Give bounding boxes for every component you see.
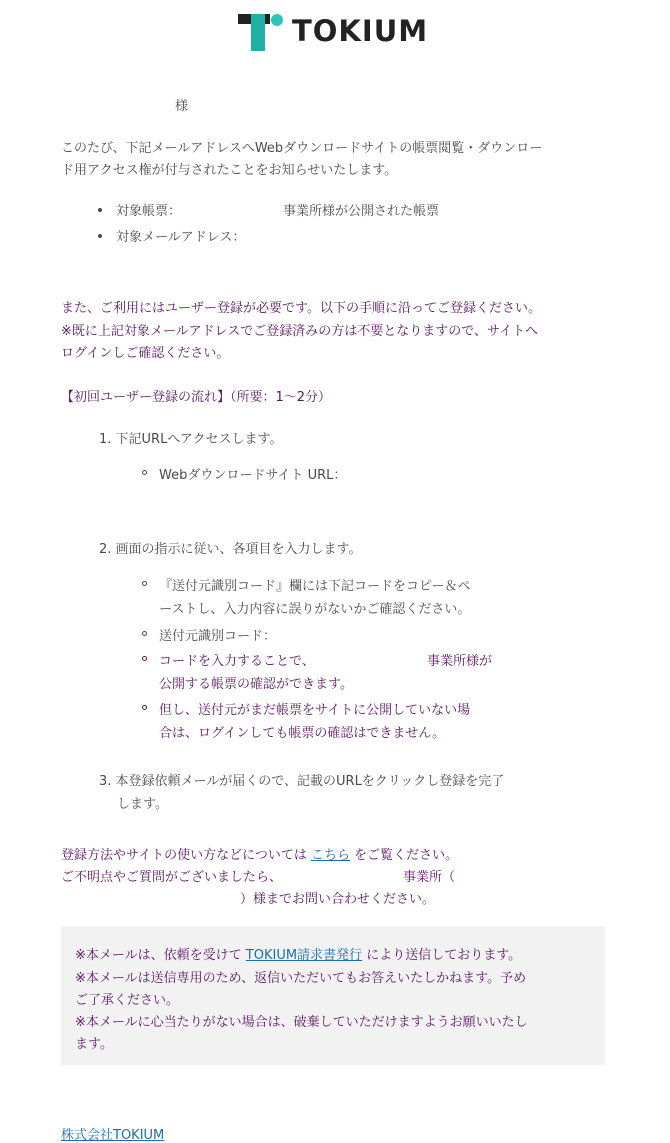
- step-2-sub-3-line-1a: コードを入力することで、: [159, 654, 315, 669]
- notice-line-5: ます。: [75, 1037, 113, 1052]
- tokium-logo-icon: [238, 12, 284, 52]
- step-3-line-2: します。: [117, 797, 168, 812]
- contact-line-2b: 事業所（: [403, 870, 456, 885]
- notice-line-4: ※本メールに心当たりがない場合は、破棄していただけますようお願いいたし: [75, 1015, 528, 1030]
- step-3-line-1: 3. 本登録依頼メールが届くので、記載のURLをクリックし登録を完了: [99, 774, 505, 789]
- flow-heading: 【初回ユーザー登録の流れ】（所要：1〜2分）: [61, 390, 332, 405]
- bullet-icon: [98, 208, 102, 212]
- sender-code-label: 送付元識別コード：: [159, 629, 277, 644]
- intro-line-2: ド用アクセス権が付与されたことをお知らせいたします。: [61, 163, 398, 178]
- circle-bullet-icon: [142, 705, 147, 710]
- circle-bullet-icon: [142, 470, 147, 475]
- salutation: 様: [175, 99, 189, 114]
- step-2-sub-4-line-1: 但し、送付元がまだ帳票をサイトに公開していない場: [159, 703, 471, 718]
- step-2-sub-3-line-1b: 事業所様が: [427, 654, 493, 669]
- target-email-label: 対象メールアドレス：: [116, 230, 246, 245]
- step-1-url-label: Webダウンロードサイト URL：: [159, 468, 347, 483]
- step-1: 1. 下記URLへアクセスします。: [99, 432, 283, 447]
- notice-line-1: ※本メールは、依頼を受けて TOKIUM請求書発行 により送信しております。: [75, 948, 522, 963]
- target-doc-value: 事業所様が公開された帳票: [283, 204, 440, 219]
- notice-line-2: ※本メールは送信専用のため、返信いただいてもお答えいたしかねます。予め: [75, 971, 527, 986]
- intro-line-1: このたび、下記メールアドレスへWebダウンロードサイトの帳票閲覧・ダウンロー: [61, 141, 543, 156]
- step-2-sub-1-line-1: 『送付元識別コード』欄には下記コードをコピー＆ペ: [159, 579, 471, 594]
- circle-bullet-icon: [142, 656, 147, 661]
- target-doc-label: 対象帳票：: [116, 204, 182, 219]
- company-link[interactable]: 株式会社TOKIUM: [61, 1128, 165, 1143]
- bullet-icon: [98, 234, 102, 238]
- contact-line-2a: ご不明点やご質問がございましたら、: [61, 870, 283, 885]
- circle-bullet-icon: [142, 581, 147, 586]
- brand-name: TOKIUM: [292, 14, 429, 48]
- step-2-sub-3-line-2: 公開する帳票の確認ができます。: [159, 677, 353, 692]
- help-link[interactable]: こちら: [310, 848, 350, 863]
- step-2-sub-1-line-2: ーストし、入力内容に誤りがないかご確認ください。: [159, 602, 471, 617]
- registration-note-line-3: ログインしご確認ください。: [61, 346, 230, 361]
- contact-line-1: 登録方法やサイトの使い方などについては こちら をご覧ください。: [61, 848, 459, 863]
- registration-note-line-1: また、ご利用にはユーザー登録が必要です。以下の手順に沿ってご登録ください。: [61, 301, 541, 316]
- tokium-invoice-link[interactable]: TOKIUM請求書発行: [245, 948, 363, 963]
- registration-note-line-2: ※既に上記対象メールアドレスでご登録済みの方は不要となりますので、サイトへ: [61, 324, 539, 339]
- contact-line-3: ）様までお問い合わせください。: [240, 892, 436, 907]
- circle-bullet-icon: [142, 631, 147, 636]
- step-2-sub-4-line-2: 合は、ログインしても帳票の確認はできません。: [159, 726, 446, 741]
- notice-line-3: ご了承ください。: [75, 993, 180, 1008]
- step-2: 2. 画面の指示に従い、各項目を入力します。: [99, 542, 362, 557]
